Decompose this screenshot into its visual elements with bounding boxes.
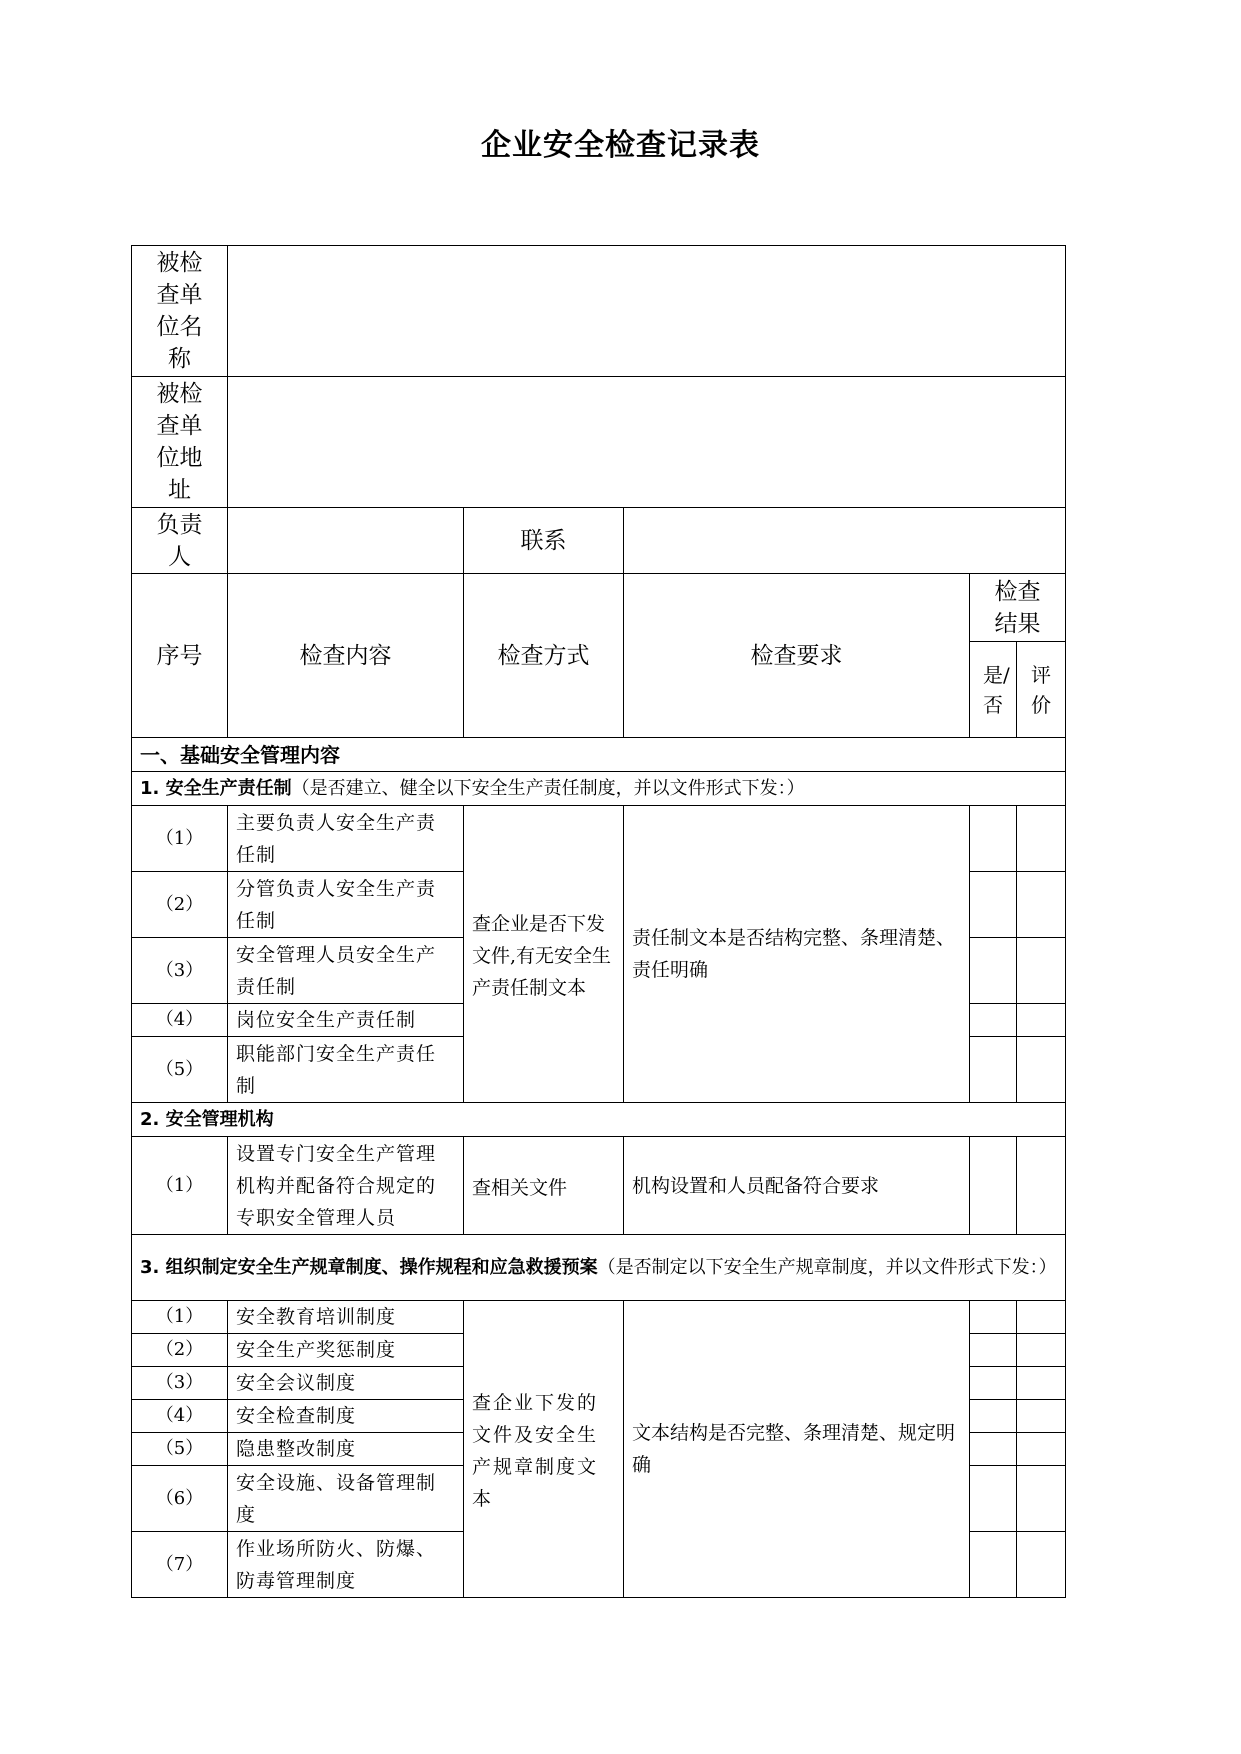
header-method: 检查方式 (464, 574, 624, 738)
evaluation-cell[interactable] (1017, 872, 1066, 938)
unit-name-label-text: 被检查单位名称 (156, 250, 203, 372)
evaluation-cell[interactable] (1017, 1004, 1066, 1037)
item-content: 安全生产奖惩制度 (228, 1334, 464, 1367)
check-method: 查相关文件 (464, 1137, 624, 1235)
evaluation-cell[interactable] (1017, 806, 1066, 872)
item-number: （1） (132, 1137, 228, 1235)
evaluation-cell[interactable] (1017, 1532, 1066, 1598)
item-number: （3） (132, 1367, 228, 1400)
yes-no-cell[interactable] (970, 1532, 1017, 1598)
evaluation-cell[interactable] (1017, 1037, 1066, 1103)
evaluation-cell[interactable] (1017, 938, 1066, 1004)
yes-no-cell[interactable] (970, 1400, 1017, 1433)
yes-no-cell[interactable] (970, 1367, 1017, 1400)
evaluation-cell[interactable] (1017, 1367, 1066, 1400)
group-heading-title: 1. 安全生产责任制 (140, 777, 292, 799)
contact-field[interactable] (624, 508, 1066, 574)
evaluation-cell[interactable] (1017, 1334, 1066, 1367)
header-requirement: 检查要求 (624, 574, 970, 738)
item-content: 安全设施、设备管理制度 (228, 1466, 464, 1532)
item-content: 安全检查制度 (228, 1400, 464, 1433)
person-in-charge-label (132, 508, 228, 574)
item-content: 设置专门安全生产管理机构并配备符合规定的专职安全管理人员 (228, 1137, 464, 1235)
unit-name-field[interactable] (228, 246, 1066, 377)
group-heading (132, 1103, 1066, 1137)
item-content: 安全会议制度 (228, 1367, 464, 1400)
group-heading-note: （是否制定以下安全生产规章制度，并以文件形式下发：） (597, 1257, 1057, 1278)
check-requirement: 文本结构是否完整、条理清楚、规定明确 (624, 1301, 970, 1598)
item-number: （2） (132, 1334, 228, 1367)
item-number: （6） (132, 1466, 228, 1532)
yes-no-cell[interactable] (970, 1137, 1017, 1235)
person-in-charge-label-text: 负责人 (156, 511, 203, 570)
item-content: 主要负责人安全生产责任制 (228, 806, 464, 872)
item-content: 分管负责人安全生产责任制 (228, 872, 464, 938)
header-yes-no-text: 是/否 (983, 662, 1010, 717)
group-heading (132, 772, 1066, 806)
evaluation-cell[interactable] (1017, 1400, 1066, 1433)
item-content: 安全教育培训制度 (228, 1301, 464, 1334)
item-content: 作业场所防火、防爆、防毒管理制度 (228, 1532, 464, 1598)
evaluation-cell[interactable] (1017, 1466, 1066, 1532)
header-yes-no (970, 642, 1017, 738)
inspection-record-table (131, 245, 1066, 1598)
evaluation-cell[interactable] (1017, 1137, 1066, 1235)
evaluation-cell[interactable] (1017, 1301, 1066, 1334)
person-in-charge-field[interactable] (228, 508, 464, 574)
yes-no-cell[interactable] (970, 806, 1017, 872)
item-number: （5） (132, 1037, 228, 1103)
yes-no-cell[interactable] (970, 1433, 1017, 1466)
item-number: （4） (132, 1400, 228, 1433)
header-evaluation-text: 评价 (1031, 662, 1052, 717)
evaluation-cell[interactable] (1017, 1433, 1066, 1466)
item-content: 安全管理人员安全生产责任制 (228, 938, 464, 1004)
unit-address-label (132, 377, 228, 508)
item-number: （5） (132, 1433, 228, 1466)
item-number: （2） (132, 872, 228, 938)
yes-no-cell[interactable] (970, 1466, 1017, 1532)
unit-address-label-text: 被检查单位地址 (156, 381, 203, 503)
item-content: 隐患整改制度 (228, 1433, 464, 1466)
header-result (970, 574, 1066, 642)
item-number: （1） (132, 1301, 228, 1334)
header-content: 检查内容 (228, 574, 464, 738)
group-heading-title: 2. 安全管理机构 (140, 1108, 274, 1130)
item-number: （7） (132, 1532, 228, 1598)
check-method: 查企业是否下发文件,有无安全生产责任制文本 (464, 806, 624, 1103)
section-title: 一、基础安全管理内容 (132, 738, 1066, 772)
header-result-text: 检查结果 (994, 578, 1041, 637)
check-requirement: 机构设置和人员配备符合要求 (624, 1137, 970, 1235)
item-content: 职能部门安全生产责任制 (228, 1037, 464, 1103)
item-content: 岗位安全生产责任制 (228, 1004, 464, 1037)
unit-address-field[interactable] (228, 377, 1066, 508)
unit-name-label (132, 246, 228, 377)
group-heading-title: 3. 组织制定安全生产规章制度、操作规程和应急救援预案 (140, 1257, 598, 1278)
check-requirement: 责任制文本是否结构完整、条理清楚、责任明确 (624, 806, 970, 1103)
item-number: （1） (132, 806, 228, 872)
contact-label: 联系 (464, 508, 624, 574)
group-heading-note: （是否建立、健全以下安全生产责任制度，并以文件形式下发：） (291, 777, 805, 799)
check-method: 查企业下发的文件及安全生产规章制度文本 (464, 1301, 624, 1598)
item-number: （4） (132, 1004, 228, 1037)
header-seq: 序号 (132, 574, 228, 738)
yes-no-cell[interactable] (970, 938, 1017, 1004)
yes-no-cell[interactable] (970, 1301, 1017, 1334)
item-number: （3） (132, 938, 228, 1004)
yes-no-cell[interactable] (970, 1037, 1017, 1103)
header-evaluation (1017, 642, 1066, 738)
page-title: 企业安全检查记录表 (481, 128, 760, 163)
yes-no-cell[interactable] (970, 1004, 1017, 1037)
group-heading (132, 1235, 1066, 1301)
yes-no-cell[interactable] (970, 1334, 1017, 1367)
yes-no-cell[interactable] (970, 872, 1017, 938)
